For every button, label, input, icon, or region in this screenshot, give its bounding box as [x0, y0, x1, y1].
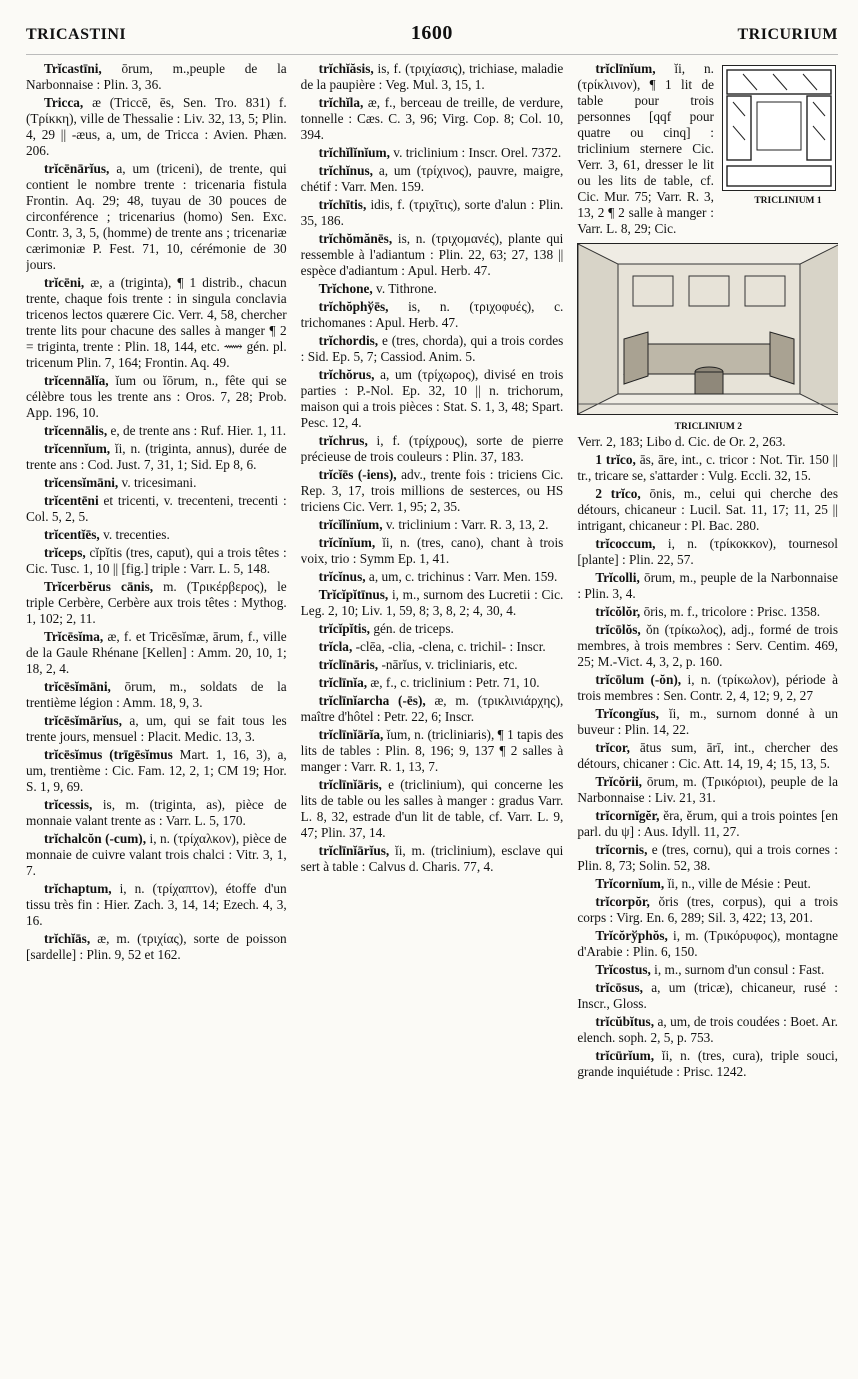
entry-headword: trĭchrus,: [318, 433, 368, 448]
entry-text: -clēa, -clia, -clena, c. trichil- : Inscr.: [352, 639, 546, 654]
entry-headword: trĭclīnĭum,: [595, 61, 656, 76]
entry-text: ōrum, m.,peuple de la Narbonnaise : Plin. 3, 36.: [26, 61, 287, 92]
entry-text: i, n. (τρίκοκκον), tournesol [plante] : Plin. 22, 57.: [577, 536, 838, 567]
entry-text: e (tres, cornu), qui a trois cornes : Plin. 8, 73; Solin. 52, 38.: [577, 842, 838, 873]
dictionary-entry: [577, 808, 838, 840]
dictionary-entry: [26, 95, 287, 159]
column-1: [26, 61, 287, 1082]
entry-text: i, f. (τρίχρους), sorte de pierre précieuse de trois couleurs : Plin. 37, 183.: [300, 433, 564, 464]
entry-text: is, f. (τριχίασις), trichiase, maladie de la paupière : Veg. Mul. 3, 15, 1.: [300, 61, 564, 92]
entry-headword: trĭcornĭgĕr,: [595, 808, 660, 823]
column-3-entries: [577, 434, 838, 1080]
dictionary-entry: [301, 433, 564, 465]
entry-text: ŏris (tres, corpus), qui a trois corps : Virg. En. 6, 289; Sil. 3, 422; 13, 201.: [577, 894, 838, 925]
dictionary-entry: [26, 275, 287, 371]
dictionary-entry: [577, 622, 838, 670]
entry-headword: trĭcoccum,: [595, 536, 656, 551]
dictionary-entry: [577, 894, 838, 926]
dictionary-entry: [577, 740, 838, 772]
entry-headword: Trĭcostus,: [595, 962, 651, 977]
dictionary-entry: [26, 713, 287, 745]
dictionary-entry: [577, 842, 838, 874]
entry-headword: trĭcēnārĭus,: [44, 161, 110, 176]
entry-text: v. triclinium : Inscr. Orel. 7372.: [389, 145, 562, 160]
column-3: [577, 61, 838, 1082]
entry-headword: 1 trĭco,: [595, 452, 636, 467]
entry-headword: trĭcennĭum,: [44, 441, 111, 456]
entry-headword: trĭcŭbĭtus,: [595, 1014, 655, 1029]
entry-headword: trĭcessis,: [44, 797, 93, 812]
entry-text: i, n. (τρίχαπτον), étoffe d'un tissu très fin : Hier. Zach. 3, 14, 14; Ezech. 4, 3, 16.: [26, 881, 287, 928]
entry-text: ĭum, n. (tricliniaris), ¶ 1 tapis des lits de tables : Plin. 8, 196; 9, 137 ¶ 2 salles à manger : Varr. R. 1, 13, 7.: [300, 727, 564, 774]
dictionary-entry: [301, 777, 564, 841]
entry-headword: trĭcōlŏs,: [595, 622, 641, 637]
entry-text: ĭi, n. (tres, cano), chant à trois voix, trio : Symm Ep. 1, 41.: [300, 535, 564, 566]
entry-text: ĭi, n. (τρίκλινον), ¶ 1 lit de table pour trois personnes [qqf pour quatre ou cinq] : triclinium sternere Cic. Verr. 3, 61, dresser le lit ou les lits de table, cf. Cic. Mur. 75; Varr. R. 3, 13, 2 ¶ 2 salle à manger : Varr. L. 8, 29; Cic.: [577, 61, 714, 236]
dictionary-entry: [301, 467, 564, 515]
figure-caption-triclinium-2: TRICLINIUM 2: [674, 422, 742, 432]
entry-headword: Trĭcolli,: [595, 570, 640, 585]
entry-headword: trĭclīnĭārĭus,: [318, 843, 390, 858]
entry-text: m. (Τρικέρβερος), le triple Cerbère, Cerbère aux trois têtes : Mythog. 1, 102; 2, 11.: [26, 579, 287, 626]
entry-text: v. trecenties.: [99, 527, 170, 542]
entry-headword: trĭclīnĭārĭa,: [318, 727, 384, 742]
dictionary-entry: [301, 163, 564, 195]
dictionary-entry: [301, 727, 564, 775]
entry-headword: trĭcor,: [595, 740, 630, 755]
entry-text: a, um, de trois coudées : Boet. Ar. elench. soph. 2, 5, p. 753.: [577, 1014, 838, 1045]
entry-text: a, um (τρίχινος), pauvre, maigre, chétif : Varr. Men. 159.: [300, 163, 564, 194]
entry-text: æ, f. et Tricēsĭmæ, ārum, f., ville de la Gaule Rhénane [Kellen] : Amm. 20, 10, 1; 18, 2, 4.: [26, 629, 287, 676]
entry-text: i, m., surnom des Lucretii : Cic. Leg. 2, 10; Liv. 1, 59, 8; 3, 8, 2; 4, 30, 4.: [300, 587, 564, 618]
triclinium-plan-figure: [720, 63, 838, 209]
entry-text: a, um, c. trichinus : Varr. Men. 159.: [365, 569, 558, 584]
entry-text: æ, f., c. triclinium : Petr. 71, 10.: [367, 675, 540, 690]
entry-text: ōrum, m., peuple de la Narbonnaise : Plin. 3, 4.: [577, 570, 838, 601]
dictionary-entry: [26, 527, 287, 543]
entry-headword: trĭcennālis,: [44, 423, 108, 438]
entry-headword: Trĭcornĭum,: [595, 876, 665, 891]
entry-headword: trĭcennālĭa,: [44, 373, 109, 388]
dictionary-entry: [301, 333, 564, 365]
dictionary-entry: [26, 373, 287, 421]
entry-headword: trĭcorpŏr,: [595, 894, 650, 909]
entry-headword: trĭclīnĭāris,: [318, 777, 382, 792]
entry-headword: Trĭcĭpĭtīnus,: [318, 587, 389, 602]
dictionary-entry: [577, 1014, 838, 1046]
entry-text: Verr. 2, 183; Libo d. Cic. de Or. 2, 263.: [577, 434, 786, 449]
entry-headword: Trĭcastīni,: [44, 61, 102, 76]
entry-headword: trĭcŏlŏr,: [595, 604, 641, 619]
entry-headword: Trĭcerbĕrus cānis,: [44, 579, 154, 594]
entry-headword: Trĭcŏrii,: [595, 774, 642, 789]
dictionary-entry: [577, 774, 838, 806]
entry-headword: trĭcĭnus,: [318, 569, 366, 584]
entry-text: a, um (τρίχωρος), divisé en trois parties : P.-Nol. Ep. 32, 10 || n. trichorum, maison qui a trois pièces : Stat. S. 1, 3, 48; Spart. Pesc. 12, 4.: [300, 367, 564, 430]
entry-headword: Trĭchone,: [318, 281, 373, 296]
dictionary-entry: [301, 843, 564, 875]
entry-headword: trĭcēni,: [44, 275, 85, 290]
dictionary-entry: [26, 161, 287, 273]
entry-text: ĭum ou ĭōrum, n., fête qui se célèbre tous les trente ans : Oros. 7, 28; Prob. App. 196, 10.: [26, 373, 287, 420]
entry-headword: trĭcĭpĭtis,: [318, 621, 371, 636]
entry-headword: trĭcēsĭmārĭus,: [44, 713, 122, 728]
entry-headword: trĭcĭlĭnĭum,: [318, 517, 383, 532]
header-first-word: TRICASTINI: [26, 26, 127, 43]
dictionary-entry: [301, 299, 564, 331]
dictionary-entry: [26, 579, 287, 627]
header-last-word: TRICURIUM: [737, 26, 838, 43]
dictionary-entry: [577, 452, 838, 484]
dictionary-entry: [301, 95, 564, 143]
dictionary-entry: [26, 441, 287, 473]
entry-text: æ, m. (τρικλινιάρχης), maître d'hôtel : Petr. 22, 6; Inscr.: [300, 693, 564, 724]
dictionary-entry: [301, 367, 564, 431]
dictionary-entry: [301, 535, 564, 567]
dictionary-entry: [577, 706, 838, 738]
entry-text: æ, f., berceau de treille, de verdure, tonnelle : Cæs. C. 3, 96; Virg. Cop. 8; Col. 10, 394.: [300, 95, 564, 142]
entry-text: Mart. 1, 16, 3), a, um, trentième : Cic. Fam. 12, 2, 1; CM 19; Hor. S. 1, 9, 69.: [26, 747, 287, 794]
dictionary-entry: [301, 639, 564, 655]
dictionary-entry: [26, 61, 287, 93]
entry-text: e (triclinium), qui concerne les lits de table ou les salles à manger : gradus Varr. L. 8, 32, estrade d'un lit de table, cf. Varr. L. 9, 47; Plin. 37, 14.: [300, 777, 564, 840]
dictionary-entry: [26, 881, 287, 929]
dictionary-entry: [577, 604, 838, 620]
entry-text: ātus sum, ārī, int., chercher des détours, chicaner : Cic. Att. 14, 19, 4; 15, 13, 5.: [577, 740, 838, 771]
entry-headword: trĭcēsĭmus (trīgēsĭmus: [44, 747, 173, 762]
dictionary-entry: [301, 145, 564, 161]
entry-text: ĭi, m. (triclinium), esclave qui sert à table : Calvus d. Charis. 77, 4.: [300, 843, 564, 874]
dictionary-entry: [26, 747, 287, 795]
entry-text: is, m. (triginta, as), pièce de monnaie valant trente as : Varr. L. 5, 170.: [26, 797, 287, 828]
page-number: 1600: [410, 22, 453, 44]
entry-headword: trĭcĭēs (-iens),: [318, 467, 397, 482]
dictionary-entry: [26, 475, 287, 491]
entry-text: ōrum, m., soldats de la trentième légion : Amm. 18, 9, 3.: [26, 679, 287, 710]
entry-headword: trĭcōlum (-ŏn),: [595, 672, 682, 687]
entry-text: a, um (triceni), de trente, qui contient le nombre trente : tricenaria fistula Frontin. Aq. 29; 48, tuyau de 30 pouces de circonférence ; tricenarius (homo) Sen. Exc. Contr. 3, 3, 5, (homme) de trente ans ; tricenariæ cærimoniæ P. Fest. 71, 10, cérémonie de 30 jours.: [26, 161, 287, 272]
entry-text: is, n. (τριχομανές), plante qui ressemble à l'adiantum : Plin. 22, 63; 27, 138 || espèce d'adiantum : Apul. Herb. 47.: [300, 231, 564, 278]
columns: [26, 61, 838, 1082]
entry-headword: 2 trĭco,: [595, 486, 641, 501]
entry-headword: trĭchŏphўēs,: [318, 299, 389, 314]
entry-text: adv., trente fois : triciens Cic. Rep. 3, 17, trois millions de sesterces, ou HS triciens Cic. Verr. 1, 95; 2, 35.: [300, 467, 564, 514]
entry-text: i, n. (τρίχαλκον), pièce de monnaie de cuivre valant trois chalci : Vitr. 3, 1, 7.: [26, 831, 287, 878]
dictionary-entry: [577, 570, 838, 602]
triclinium-plan-illustration: [722, 65, 836, 191]
entry-headword: Tricca,: [44, 95, 84, 110]
entry-text: et tricenti, v. trecenteni, trecenti : Col. 5, 2, 5.: [26, 493, 287, 524]
entry-headword: Trĭcŏrўphŏs,: [595, 928, 668, 943]
entry-headword: trĭchaptum,: [44, 881, 112, 896]
dictionary-entry: [577, 928, 838, 960]
entry-text: ĭi, n., ville de Mésie : Peut.: [664, 876, 811, 891]
dictionary-entry: [577, 980, 838, 1012]
entry-headword: trĭcensĭmāni,: [44, 475, 119, 490]
entry-headword: trĭchĭās,: [44, 931, 91, 946]
entry-text: e, de trente ans : Ruf. Hier. 1, 11.: [107, 423, 287, 438]
entry-headword: trĭcornis,: [595, 842, 648, 857]
dictionary-entry: [26, 797, 287, 829]
entry-headword: trĭchĭăsis,: [318, 61, 374, 76]
running-header: [26, 22, 838, 55]
dictionary-entry: [301, 197, 564, 229]
dictionary-entry: [26, 545, 287, 577]
dictionary-entry-triclinium: [577, 61, 838, 237]
dictionary-entry: [301, 281, 564, 297]
dictionary-entry: [301, 657, 564, 673]
entry-text: ōrum, m. (Τρικόριοι), peuple de la Narbonnaise : Liv. 21, 31.: [577, 774, 838, 805]
dictionary-entry: [301, 569, 564, 585]
entry-headword: trĭchalcŏn (-cum),: [44, 831, 147, 846]
column-2: [301, 61, 564, 1082]
dictionary-entry: [26, 493, 287, 525]
entry-text: a, um, qui se fait tous les trente jours, mensuel : Placit. Medic. 13, 3.: [26, 713, 287, 744]
entry-headword: trĭcēsĭmāni,: [44, 679, 111, 694]
dictionary-entry: [577, 962, 838, 978]
entry-headword: trĭceps,: [44, 545, 86, 560]
entry-text: æ, a (triginta), ¶ 1 distrib., chacun trente, chaque fois trente : in singula conclavia tricenos lectos quærere Cic. Verr. 4, 58, chercher trente lits pour chacune des salles à manger ¶ 2 = triginta, trente : Plin. 18, 144, etc. ⟿ gén. pl. tricenum Plin. 7, 164; Frontin. Aq. 49.: [26, 275, 287, 370]
entry-text: ĕra, ĕrum, qui a trois pointes [en parl. du ψ] : Aus. Idyll. 11, 27.: [577, 808, 838, 839]
dictionary-entry: [301, 587, 564, 619]
entry-text: ĭi, n. (tres, cura), triple souci, grande inquiétude : Prisc. 1242.: [577, 1048, 838, 1079]
entry-headword: Trĭcēsĭma,: [44, 629, 104, 644]
dictionary-entry: [26, 831, 287, 879]
entry-headword: trĭchŏrus,: [318, 367, 375, 382]
entry-headword: trĭchĭla,: [318, 95, 364, 110]
entry-text: ās, āre, int., c. tricor : Not. Tir. 150 || tr., tricare se, s'attarder : Vulg. Eccli. 32, 15.: [577, 452, 838, 483]
entry-text: ōnis, m., celui qui cherche des détours, chicaneur : Lucil. Sat. 11, 17; 11, 25 || intrigant, chicaneur : Pl. Bac. 280.: [577, 486, 838, 533]
dictionary-entry: [577, 1048, 838, 1080]
dictionary-entry: [26, 423, 287, 439]
entry-text: is, n. (τριχοφυές), c. trichomanes : Apul. Herb. 47.: [300, 299, 564, 330]
dictionary-entry: [26, 931, 287, 963]
triclinium-room-illustration: [577, 243, 838, 415]
entry-text: e (tres, chorda), qui a trois cordes : Sid. Ep. 5, 7; Cassiod. Anim. 5.: [300, 333, 564, 364]
entry-text: -nārĭus, v. tricliniaris, etc.: [378, 657, 518, 672]
dictionary-entry: [301, 231, 564, 279]
entry-headword: trĭclīnĭa,: [318, 675, 368, 690]
entry-text: a, um (tricæ), chicaneur, rusé : Inscr., Gloss.: [577, 980, 838, 1011]
entry-headword: Trĭcongĭus,: [595, 706, 659, 721]
dictionary-entry: [301, 61, 564, 93]
entry-headword: trĭchŏmănēs,: [318, 231, 393, 246]
entry-headword: trĭchĭnus,: [318, 163, 373, 178]
figure-caption-triclinium-1: TRICLINIUM 1: [754, 196, 822, 206]
dictionary-entry: [301, 675, 564, 691]
entry-text: idis, f. (τριχῖτις), sorte d'alun : Plin. 35, 186.: [300, 197, 564, 228]
dictionary-entry: [577, 486, 838, 534]
dictionary-entry: [26, 679, 287, 711]
entry-text: ōris, m. f., tricolore : Prisc. 1358.: [640, 604, 821, 619]
dictionary-entry: [301, 621, 564, 637]
entry-headword: trĭcentĭēs,: [44, 527, 100, 542]
entry-headword: trĭcūrĭum,: [595, 1048, 655, 1063]
triclinium-room-figure: [577, 243, 838, 432]
entry-headword: trĭclīnāris,: [318, 657, 379, 672]
entry-text: ŏn (τρίκωλος), adj., formé de trois membres, à trois membres : Serv. Centim. 469, 25; M.-Vict. 4, 3, 2, p. 160.: [577, 622, 838, 669]
entry-headword: trĭcĭnĭum,: [318, 535, 376, 550]
entry-text: i, n. (τρίκωλον), période à trois membres : Sen. Contr. 2, 4, 12; 9, 2, 27: [577, 672, 838, 703]
entry-headword: trĭcla,: [318, 639, 353, 654]
dictionary-entry: [26, 629, 287, 677]
entry-headword: trĭchītis,: [318, 197, 367, 212]
entry-text: v. triclinium : Varr. R. 3, 13, 2.: [382, 517, 549, 532]
entry-text: v. tricesimani.: [118, 475, 197, 490]
entry-text: æ, m. (τριχίας), sorte de poisson [sardelle] : Plin. 9, 52 et 162.: [26, 931, 287, 962]
dictionary-entry: [577, 672, 838, 704]
entry-headword: trĭclīnĭarcha (-ēs),: [318, 693, 426, 708]
entry-text: v. Tithrone.: [372, 281, 437, 296]
entry-text: ĭi, n. (triginta, annus), durée de trente ans : Cod. Just. 7, 31, 1; Sid. Ep 8, 6.: [26, 441, 287, 472]
dictionary-entry: [577, 434, 838, 450]
entry-headword: trĭchordis,: [318, 333, 379, 348]
dictionary-entry: [577, 536, 838, 568]
entry-text: æ (Triccē, ēs, Sen. Tro. 831) f. (Τρίκκη), ville de Thessalie : Liv. 32, 13, 5; Plin. 4, 29 || -æus, a, um, de Tricca : Avien. Phæn. 206.: [26, 95, 287, 158]
entry-headword: trĭcōsus,: [595, 980, 643, 995]
dictionary-entry: [301, 693, 564, 725]
entry-headword: trĭchĭlĭnĭum,: [318, 145, 390, 160]
entry-text: i, m., surnom d'un consul : Fast.: [650, 962, 825, 977]
entry-text: gén. de triceps.: [370, 621, 454, 636]
entry-headword: trĭcentēni: [44, 493, 99, 508]
entry-text: i, m. (Τρικόρυφος), montagne d'Arabie : Plin. 6, 150.: [577, 928, 838, 959]
dictionary-entry: [577, 876, 838, 892]
entry-text: ĭi, m., surnom donné à un buveur : Plin. 14, 22.: [577, 706, 838, 737]
dictionary-entry: [301, 517, 564, 533]
entry-text: cĭpĭtis (tres, caput), qui a trois têtes : Cic. Tusc. 1, 10 || [fig.] triple : Varr. L. 5, 148.: [26, 545, 287, 576]
